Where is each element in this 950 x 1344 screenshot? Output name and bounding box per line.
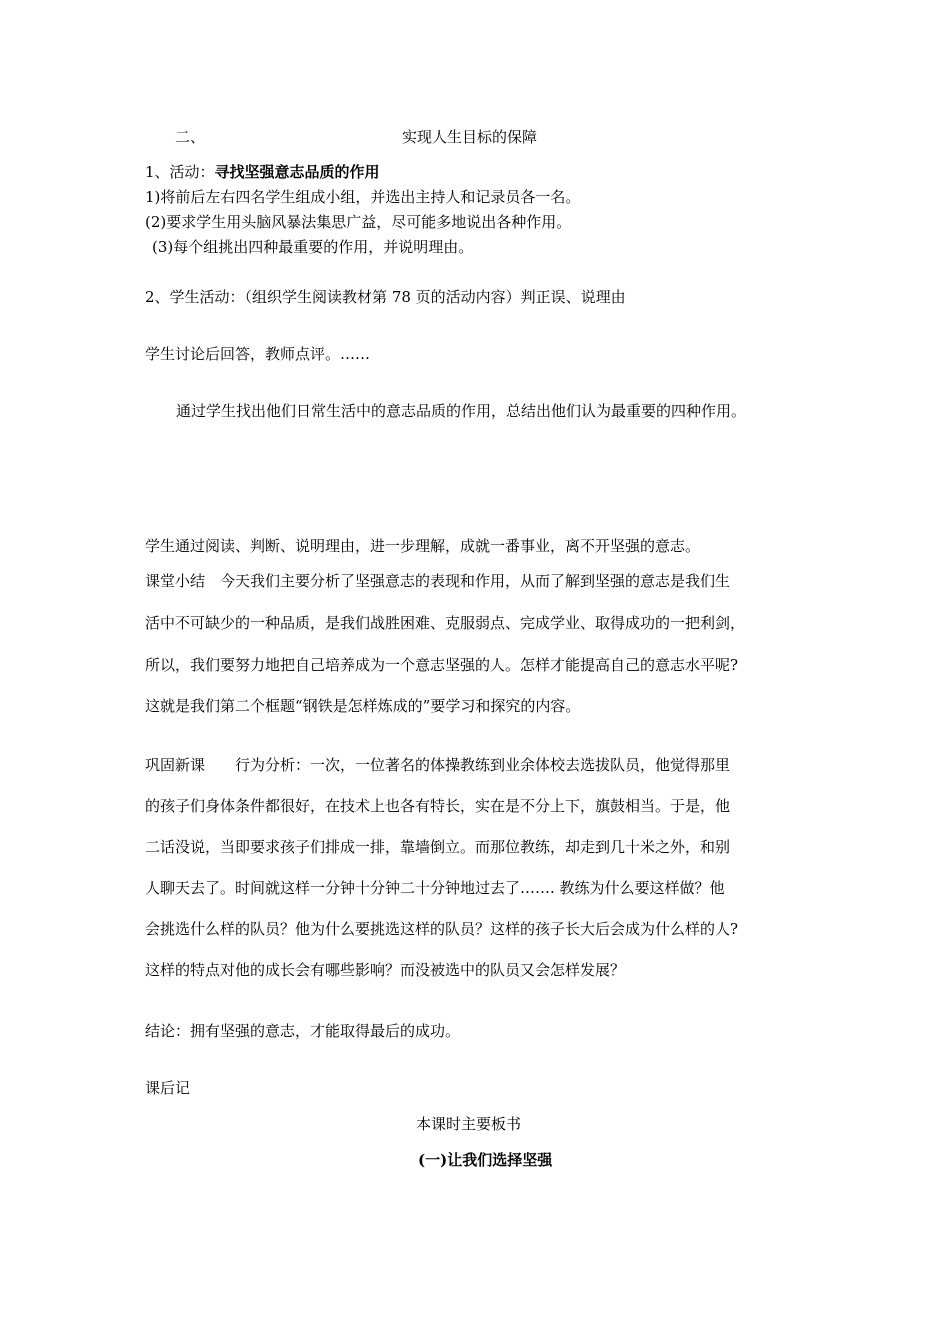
consolidate-line: 会挑选什么样的队员？他为什么要挑选这样的队员？这样的孩子长大后会成为什么样的人?	[145, 920, 739, 938]
activity1-step-1: 1)将前后左右四名学生组成小组，并选出主持人和记录员各一名。	[145, 188, 581, 206]
after-class-notes: 课后记	[145, 1079, 191, 1097]
class-summary-line: 这就是我们第二个框题“钢铁是怎样炼成的”要学习和探究的内容。	[145, 697, 581, 715]
summary-paragraph: 通过学生找出他们日常生活中的意志品质的作用，总结出他们认为最重要的四种作用。	[176, 402, 747, 420]
consolidate-line: 的孩子们身体条件都很好，在技术上也各有特长，实在是不分上下，旗鼓相当。于是，他	[145, 797, 731, 815]
activity2-text: 2、学生活动：（组织学生阅读教材第 78 页的活动内容）判正误、说理由	[145, 288, 626, 306]
consolidate-line: 人聊天去了。时间就这样一分钟十分钟二十分钟地过去了……. 教练为什么要这样做？他	[145, 879, 725, 897]
board-heading: 本课时主要板书	[416, 1115, 522, 1133]
section-number: 二、	[175, 128, 206, 146]
discussion-text: 学生讨论后回答，教师点评。……	[145, 345, 371, 363]
activity1-step-3: (3)每个组挑出四种最重要的作用，并说明理由。	[152, 238, 474, 256]
class-summary-line: 课堂小结 今天我们主要分析了坚强意志的表现和作用，从而了解到坚强的意志是我们生	[145, 572, 731, 590]
conclusion-text: 结论：拥有坚强的意志，才能取得最后的成功。	[145, 1022, 461, 1040]
class-summary-line: 活中不可缺少的一种品质，是我们战胜困难、克服弱点、完成学业、取得成功的一把利剑，	[145, 614, 746, 632]
activity1-prefix: 1、活动：	[145, 163, 215, 181]
board-title: (一)让我们选择坚强	[418, 1151, 553, 1169]
activity1-step-2: (2)要求学生用头脑风暴法集思广益，尽可能多地说出各种作用。	[145, 213, 572, 231]
section-title: 实现人生目标的保障	[402, 128, 538, 146]
consolidate-line: 这样的特点对他的成长会有哪些影响？而没被选中的队员又会怎样发展？	[145, 961, 626, 979]
activity1-heading	[145, 163, 380, 182]
class-summary-line: 所以，我们要努力地把自己培养成为一个意志坚强的人。怎样才能提高自己的意志水平呢?	[145, 656, 739, 674]
consolidate-line: 巩固新课 行为分析：一次，一位著名的体操教练到业余体校去选拔队员，他觉得那里	[145, 756, 731, 774]
understanding-text: 学生通过阅读、判断、说明理由，进一步理解，成就一番事业，离不开坚强的意志。	[145, 537, 701, 555]
consolidate-line: 二话没说，当即要求孩子们排成一排，靠墙倒立。而那位教练，却走到几十米之外，和别	[145, 838, 731, 856]
activity1-title: 寻找坚强意志品质的作用	[214, 163, 380, 181]
